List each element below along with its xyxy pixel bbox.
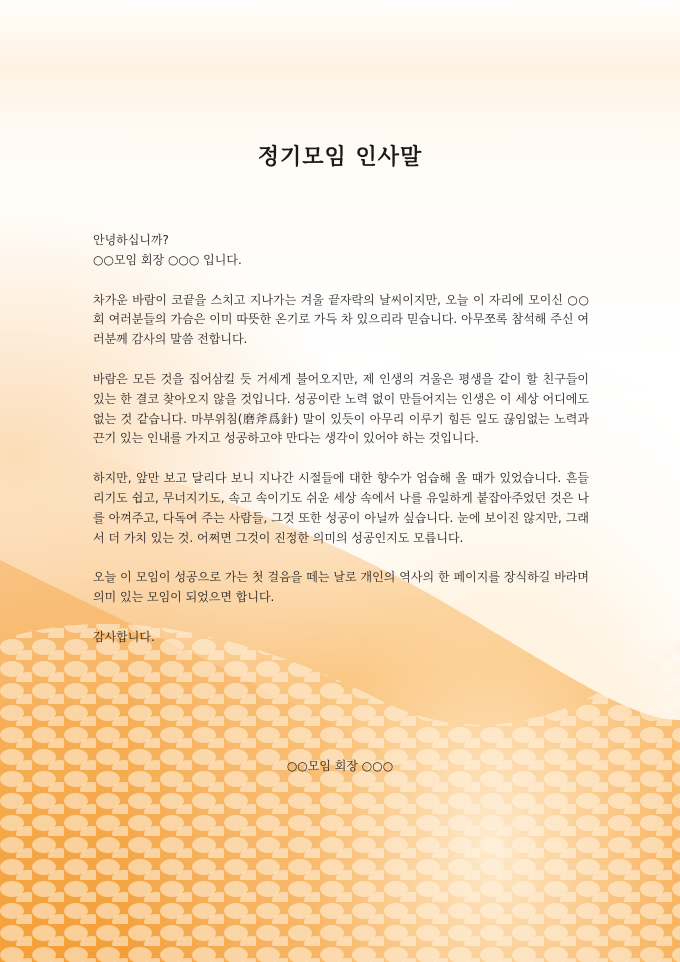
- introduction-line: ○○모임 회장 ○○○ 입니다.: [93, 252, 242, 267]
- paragraph-nostalgia-success: 하지만, 앞만 보고 달리다 보니 지나간 시절들에 대한 향수가 엄습해 올 때가 있었습니다. 흔들리기도 쉽고, 무너지기도, 속고 속이기도 쉬운 세상 속에서 나를 유일하게 붙잡아주었던 것은 나를 아껴주고, 다독여 주는 사람들, 그것 또한 성공이 아닐까 싶습니다. 눈에 보이진 않지만, 그래서 더 가치 있는 것. 어쩌면 그것이 진정한 의미의 성공인지도 모릅니다.: [93, 471, 589, 545]
- document-title: 정기모임 인사말: [257, 145, 423, 170]
- paragraph-wishes: 오늘 이 모임이 성공으로 가는 첫 걸음을 떼는 날로 개인의 역사의 한 페이지를 장식하길 바라며 의미 있는 모임이 되었으면 합니다.: [93, 570, 589, 605]
- closing-line: 감사합니다.: [93, 629, 155, 644]
- paragraph-friendship-effort: 바람은 모든 것을 집어삼킬 듯 거세게 불어오지만, 제 인생의 겨울은 평생을 같이 할 친구들이 있는 한 결코 찾아오지 않을 것입니다. 성공이란 노력 없이 만들어지는 인생은 이 세상 어디에도 없는 것 같습니다. 마부위침(磨斧爲針) 말이 있듯이 아무리 이루기 힘든 일도 끊임없는 노력과 끈기 있는 인내를 가지고 성공하고야 만다는 생각이 있어야 하는 것입니다.: [93, 371, 589, 446]
- letter-body: [93, 231, 589, 648]
- greeting-line: 안녕하십니까?: [93, 233, 169, 247]
- signature: ○○모임 회장 ○○○: [286, 759, 394, 773]
- paragraph-winter-greeting: 차가운 바람이 코끝을 스치고 지나가는 겨울 끝자락의 날씨이지만, 오늘 이 자리에 모이신 ○○회 여러분들의 가슴은 이미 따뜻한 온기로 가득 차 있으리라 믿습니다. 아무쪼록 참석해 주신 여러분께 감사의 말씀 전합니다.: [93, 292, 589, 347]
